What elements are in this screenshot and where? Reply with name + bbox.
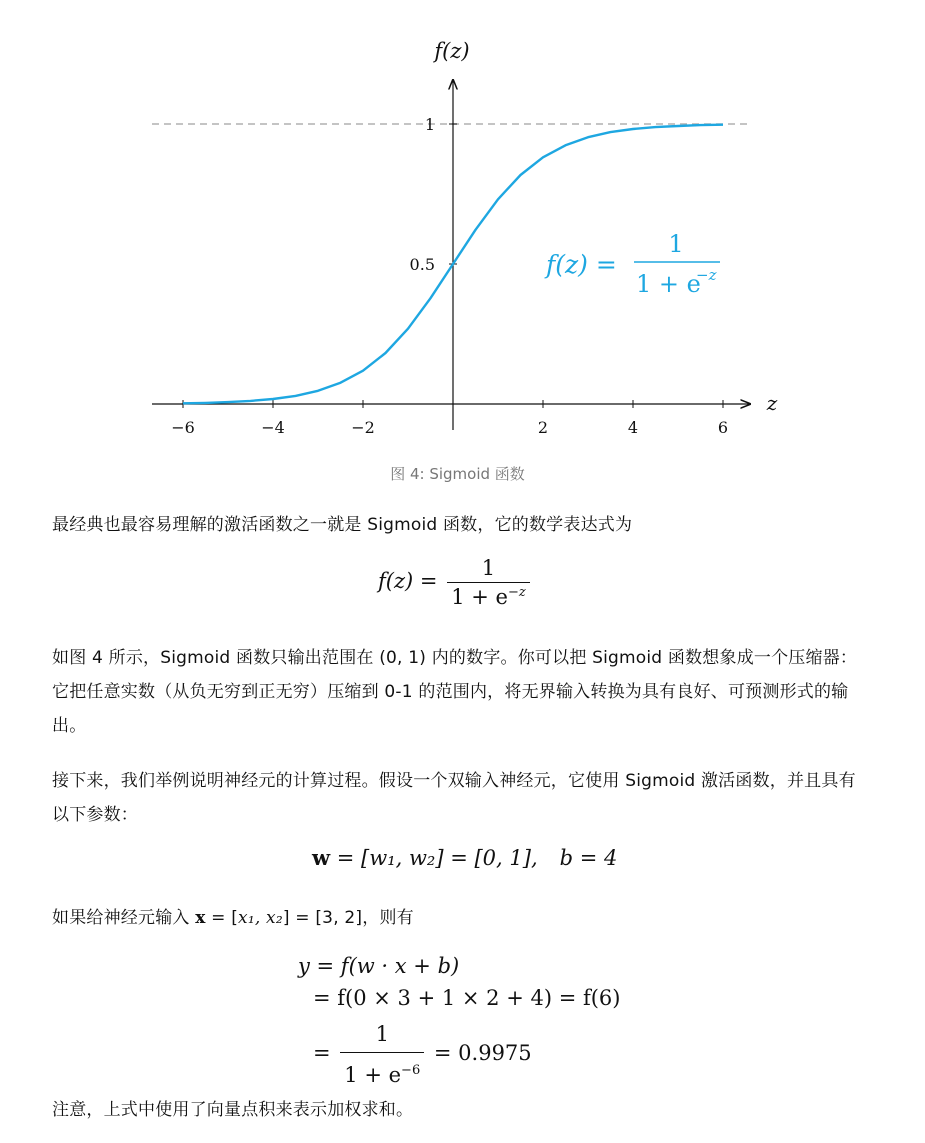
eq1-denominator — [447, 582, 530, 609]
eq1-den-exponent: −z — [507, 585, 526, 600]
computation-line-2: = f(0 × 3 + 1 × 2 + 4) = f(6) — [313, 986, 621, 1010]
parameters-equation — [312, 845, 617, 870]
x-axis-label: z — [766, 391, 778, 415]
x-tick-label: 2 — [537, 418, 549, 437]
range-paragraph: 如图 4 所示，Sigmoid 函数只输出范围在 (0, 1) 内的数字。你可以把 Sigmoid 函数想象成一个压缩器：它把任意实数（从负无穷到正无穷）压缩到 0-1 的范围内，将无界输入转换为具有良好、可预测形式的输出。 — [52, 648, 858, 736]
line3-fraction — [340, 1018, 424, 1091]
x-tick-label: −4 — [261, 418, 285, 437]
x-tick-label: −2 — [351, 418, 375, 437]
weight-vector-symbol: w — [312, 845, 331, 870]
x-tick-label: −6 — [171, 418, 195, 437]
formula-exponent: −z — [696, 266, 717, 284]
bias-value: b = 4 — [559, 846, 618, 870]
line3-denominator — [340, 1052, 424, 1091]
input-vector-symbol: x — [195, 908, 206, 928]
y-axis-label: f(z) — [434, 39, 470, 63]
eq1-lhs: f(z) = — [378, 569, 438, 593]
input-text-prefix: 如果给神经元输入 — [52, 908, 196, 928]
weight-values: = [w₁, w₂] = [0, 1], — [330, 846, 538, 870]
y-tick-label: 1 — [424, 115, 435, 134]
input-variables: x₁, x₂ — [238, 908, 283, 928]
computation-line-1: y = f(w · x + b) — [298, 954, 460, 978]
y-tick-label: 0.5 — [409, 255, 435, 274]
intro-paragraph: 最经典也最容易理解的激活函数之一就是 Sigmoid 函数，它的数学表达式为 — [52, 515, 633, 535]
note-paragraph: 注意，上式中使用了向量点积来表示加权求和。 — [52, 1100, 414, 1120]
line3-den-exponent: −6 — [401, 1063, 421, 1078]
neuron-computation — [298, 950, 620, 1091]
input-text-mid: = [ — [205, 908, 239, 928]
formula-lhs: f(z) = — [546, 250, 617, 279]
formula-denominator: 1 + e — [636, 270, 701, 298]
eq1-den-base: 1 + e — [451, 585, 508, 609]
line3-numerator: 1 — [375, 1022, 389, 1046]
sigmoid-equation — [378, 556, 533, 609]
input-paragraph — [52, 901, 872, 935]
eq1-numerator: 1 — [481, 556, 496, 580]
line3-den-base: 1 + e — [344, 1063, 402, 1087]
formula-numerator: 1 — [668, 230, 684, 258]
sigmoid-figure — [0, 0, 925, 500]
x-tick-label: 4 — [627, 418, 639, 437]
line3-result: = 0.9975 — [433, 1041, 532, 1065]
example-paragraph: 接下来，我们举例说明神经元的计算过程。假设一个双输入神经元，它使用 Sigmoid 激活函数，并且具有以下参数： — [52, 771, 856, 825]
line3-equals: = — [313, 1041, 331, 1065]
computation-line-3 — [298, 1018, 620, 1091]
eq1-fraction — [447, 556, 530, 609]
input-text-suffix: ] = [3, 2]，则有 — [282, 908, 414, 928]
figure-caption: 图 4: Sigmoid 函数 — [390, 465, 525, 483]
x-tick-label: 6 — [717, 418, 729, 437]
